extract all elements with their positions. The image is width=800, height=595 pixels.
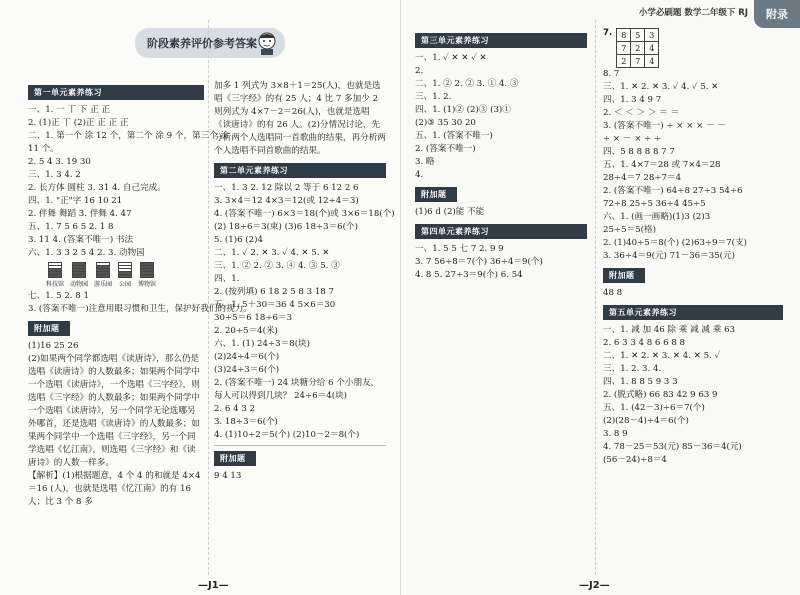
answer-line: (2)③ 35 30 20	[415, 118, 476, 128]
answer-line: 二、1. ✕ 2. ✕ 3. ✕ 4. ✕ 5. ✓	[603, 351, 721, 361]
bar-cell	[72, 274, 86, 278]
answer-line: 30÷5＝6 18÷6＝3	[214, 313, 293, 323]
page-number-left: —J1—	[198, 580, 229, 591]
answer-line: 2. 伴舞 舞蹈 3. 伴舞 4. 47	[28, 209, 132, 219]
answer-line: 五、1. 5＋30＝36 4 5×6＝30	[214, 300, 336, 310]
grid-cell: 2	[617, 55, 631, 68]
answer-line: ÷ × － × ÷ ÷	[603, 134, 662, 144]
answer-line: 2. (按列填) 6 18 2 5 8 3 18 7	[214, 287, 334, 297]
grid-cell: 4	[645, 55, 659, 68]
answer-line: 六、1. (画一画略)(1)3 (2)3	[603, 212, 711, 222]
answer-line: 三、1. 2.	[415, 92, 452, 102]
section-heading-unit1: 第一单元素养练习	[28, 85, 204, 100]
answer-line: 二、1. 第一个 涂 12 个，第二个 涂 9 个，第三个 涂	[28, 131, 230, 141]
section-heading-extra: 附加题	[28, 321, 70, 336]
answer-line: 3. 7 56÷8＝7(个) 36÷4＝9(个)	[415, 257, 543, 267]
answer-line: 2. ＜ ＜ ＞ ＞ ＝ ＝	[603, 108, 680, 118]
answer-line: (2)24÷4＝6(个)	[214, 352, 280, 362]
answer-line: 2. (答案不唯一) 64÷8 27÷3 54÷6	[603, 186, 743, 196]
answer-line: 3. (答案不唯一)注意用眼习惯和卫生，保护好我们的视力。	[28, 304, 252, 314]
answer-line: 72÷8 25÷5 36÷4 45÷5	[603, 199, 706, 209]
answer-line: 四、5 8 8 8 8 7 7	[603, 147, 675, 157]
grid-cell: 2	[631, 42, 645, 55]
answer-line: 2. 5 4 3. 19 30	[28, 157, 91, 167]
answer-line: 3. (答案不唯一) ÷ × × × － －	[603, 121, 726, 131]
bar-column	[70, 263, 88, 288]
answer-line: 28÷4＝7 28÷7＝4	[603, 173, 682, 183]
answer-line: 11 个。	[28, 144, 59, 154]
right-column-1	[415, 28, 587, 282]
answer-line: 五、1. (42－3)÷6＝7(个)	[603, 403, 705, 413]
section-heading-unit2: 第二单元素养练习	[214, 163, 386, 178]
section-heading-extra-2: 附加题	[214, 451, 256, 466]
answer-line: 一、1. 一 丅 下 正 正	[28, 105, 111, 115]
answer-line: (3)24÷3＝6(个)	[214, 365, 280, 375]
answer-line: 五、1. 7 5 6 5 2. 1 8	[28, 222, 114, 232]
answer-line: 25÷5＝5(格)	[603, 225, 656, 235]
bar-column	[138, 263, 156, 288]
answer-line: 4. (1)10÷2＝5(个) (2)10－2＝8(个)	[214, 430, 360, 440]
answer-line: 加多 1 列式为 3×8＋1＝25(人)，也就是选唱《三字经》的有 25 人；4 比 7 多加少 2 则列式为 4×7－2＝26(人)，也就是选唱《读唐诗》的有 26 人。(2)分情况讨论，先分析两个人选唱同一首歌曲的结果，再分析两个人选唱不同首歌曲的结果。	[214, 81, 386, 156]
answer-line: (1)16 25 26	[28, 341, 79, 351]
answer-line: 2. (1)40÷5＝8(个) (2)63÷9＝7(支)	[603, 238, 747, 248]
answer-line: 七、1. 5 2. 8 1	[28, 291, 89, 301]
grid-cell: 4	[645, 42, 659, 55]
answer-line: 四、1.	[214, 274, 240, 284]
answer-line: 一、1. 3 2. 12 除以 2 等于 6 12 2 6	[214, 183, 359, 193]
bar-chart	[46, 263, 204, 288]
right-page	[400, 0, 800, 595]
grid-cell: 5	[631, 29, 645, 42]
answer-line: 2. (1)正 丅 (2)正 正 正 正	[28, 118, 129, 128]
answer-line: 4. 8 5. 27÷3＝9(个) 6. 54	[415, 270, 523, 280]
section-heading-unit3: 第三单元素养练习	[415, 33, 587, 48]
answer-line: 五、1. (答案不唯一)	[415, 131, 493, 141]
answer-line: 二、1. ✓ 2. ✕ 3. ✓ 4. ✕ 5. ✕	[214, 248, 330, 258]
grid-label: 7.	[603, 28, 613, 38]
banner-title	[135, 28, 285, 58]
answer-line: 三、1. ✕ 2. ✕ 3. ✓ 4. ✓ 5. ✕	[603, 82, 719, 92]
answer-line: 2. (答案不唯一)	[415, 144, 476, 154]
number-grid	[616, 28, 659, 68]
answer-line: 3. 略	[415, 157, 435, 167]
answer-line: (1)6 d (2)能 不能	[415, 207, 485, 217]
bar-label: 博物馆	[138, 281, 157, 288]
bar-label: 游乐园	[94, 281, 113, 288]
answer-line: 2.	[415, 66, 424, 76]
left-column-2	[214, 80, 395, 483]
answer-line: 2. 6 4 3 2	[214, 404, 255, 414]
bar-label: 公园	[119, 281, 132, 288]
answer-line: 一、1. ✓ ✕ ✕ ✓ ✕	[415, 53, 487, 63]
answer-line: 一、1. 减 加 46 除 乘 减 减 乘 63	[603, 325, 735, 335]
answer-line: (2) 18÷6＝3(束) (3)6 18÷3＝6(个)	[214, 222, 358, 232]
answer-line: 四、1. "正"字 16 10 21	[28, 196, 123, 206]
answer-line: 四、1. 8 8 5 9 3 3	[603, 377, 678, 387]
answer-line: 4.	[415, 170, 424, 180]
answer-line: 五、1. 4×7＝28 或 7×4＝28	[603, 160, 721, 170]
answer-line: 3. 3×4＝12 4×3＝12(或 12÷4＝3)	[214, 196, 359, 206]
answer-line: 9 4 13	[214, 471, 242, 481]
bar-label: 科技馆	[46, 281, 65, 288]
bar-cell	[48, 274, 62, 278]
appendix-tab: 附录	[754, 0, 800, 28]
answer-line: 8. 7	[603, 69, 620, 79]
page-number-right: —J2—	[579, 580, 610, 591]
answer-line: (2)(28－4)÷4＝6(个)	[603, 416, 689, 426]
answer-line: 六、1. (1) 24÷3＝8(块)	[214, 339, 310, 349]
answer-line: (56－24)÷8＝4	[603, 455, 667, 465]
answer-line: 48 8	[603, 288, 623, 298]
answer-line: 三、1. ② 2. ② 3. ④ 4. ③ 5. ③	[214, 261, 340, 271]
right-column-2	[603, 28, 783, 467]
answer-line: 3. 36÷4＝9(元) 71－36＝35(元)	[603, 251, 735, 261]
bar-cell	[140, 274, 154, 278]
answer-line: 六、1. 3 3 2 5 4 2. 3. 动物园	[28, 248, 145, 258]
answer-line: 3. 11 4. (答案不唯一) 书法	[28, 235, 134, 245]
answer-line: 2. 6 3 3 4 8 6 6 8 8	[603, 338, 685, 348]
answer-line: 2. 20÷5＝4(米)	[214, 326, 278, 336]
answer-line: 3. 18÷3＝6(个)	[214, 417, 278, 427]
answer-line: 三、1. 3 4. 2	[28, 170, 81, 180]
answer-line: 2. 长方体 圆柱 3. 31 4. 自己完成。	[28, 183, 166, 193]
grid-cell: 7	[617, 42, 631, 55]
bar-column	[94, 263, 112, 288]
section-heading-extra-4: 附加题	[603, 268, 645, 283]
book-header: 小学必刷题 数学二年级下 RJ	[638, 8, 748, 18]
bar-cell	[118, 274, 132, 278]
answer-line: 4. 78－25＝53(元) 85－36＝4(元)	[603, 442, 742, 452]
bar-cell	[96, 274, 110, 278]
answer-line: 一、1. 5 5 七 7 2. 9 9	[415, 244, 504, 254]
section-heading-unit4: 第四单元素养练习	[415, 224, 587, 239]
grid-cell: 7	[631, 55, 645, 68]
answer-line: 二、1. ② 2. ② 3. ① 4. ③	[415, 79, 519, 89]
answer-line: 【解析】(1)根据题意，4 个 4 的和就是 4×4＝16 (人)，也就是选唱《忆江南》的有 16 人；比 3 个 8 多	[28, 471, 201, 507]
answer-line: 4. (答案不唯一) 6×3＝18(个)或 3×6＝18(个)	[214, 209, 395, 219]
answer-line: 3. 8 9	[603, 429, 628, 439]
section-heading-extra-3: 附加题	[415, 187, 457, 202]
answer-line: 2. (答案不唯一) 24 块糖分给 6 个小朋友，每人可以得到几块？ 24÷6＝4(块)	[214, 378, 380, 401]
student-cartoon-icon	[255, 30, 279, 56]
bar-column	[46, 263, 64, 288]
grid-cell: 3	[645, 29, 659, 42]
grid-cell: 8	[617, 29, 631, 42]
answer-line: 2. (脱式略) 66 83 42 9 63 9	[603, 390, 718, 400]
bar-label: 动物园	[70, 281, 89, 288]
answer-line: 四、1. 3 4 9 7	[603, 95, 662, 105]
bar-column	[118, 263, 132, 288]
answer-line: 四、1. (1)② (2)③ (3)①	[415, 105, 511, 115]
answer-line: 三、1. 2. 3. 4.	[603, 364, 662, 374]
banner-text: 阶段素养评价参考答案	[147, 37, 257, 50]
answer-line: 5. (1)6 (2)4	[214, 235, 263, 245]
answer-line: (2)如果两个同学都选唱《读唐诗》，那么仍是选唱《读唐诗》的人数最多；如果两个同学中一个选唱《读唐诗》，一个选唱《三字经》，则选唱《三字经》的人数最多；如果两个同学中一个选唱《读唐诗》，另一个同学无论选哪另外哪首，还是选唱《读唐诗》的人数最多；如果两个同学中一个选唱《三字经》，另一个同学选唱《忆江南》，则选唱《三字经》和《读唐诗》的人数一样多。	[28, 354, 200, 468]
section-heading-unit5: 第五单元素养练习	[603, 305, 783, 320]
